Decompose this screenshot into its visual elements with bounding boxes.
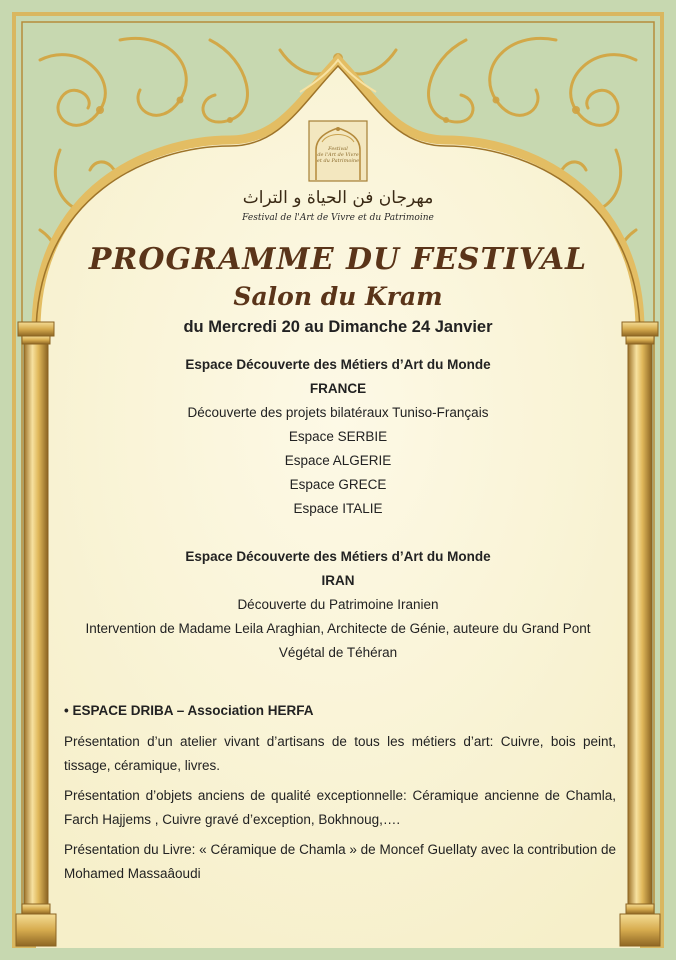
section1-country: FRANCE bbox=[309, 381, 367, 396]
section2-item: Végétal de Téhéran bbox=[278, 645, 398, 660]
section1-item: Espace GRECE bbox=[289, 477, 387, 492]
festival-french-name: Festival de l'Art de Vivre et du Patrimoine bbox=[242, 213, 434, 223]
section3-paragraph: Présentation du Livre: « Céramique de Chamla » de Moncef Guellaty avec la contribution de Mohamed Massaâoudi bbox=[64, 842, 616, 881]
festival-arabic-name: مهرجان فن الحياة و التراث bbox=[242, 188, 434, 208]
section2-item: Intervention de Madame Leila Araghian, Architecte de Génie, auteure du Grand Pont bbox=[85, 621, 591, 636]
section3-paragraph: Présentation d’un atelier vivant d’artisans de tous les métiers d’art: Cuivre, bois peint, tissage, céramique, livres. bbox=[64, 734, 616, 773]
section1-heading: Espace Découverte des Métiers d’Art du Monde bbox=[185, 357, 491, 372]
festival-logo-badge bbox=[308, 120, 368, 182]
section1-item: Espace ALGERIE bbox=[284, 453, 392, 468]
section3-heading: • ESPACE DRIBA – Association HERFA bbox=[64, 703, 314, 718]
page-subtitle: Salon du Kram bbox=[233, 282, 443, 311]
section2-item: Découverte du Patrimoine Iranien bbox=[237, 597, 439, 612]
badge-line-2: de l'Art de Vivre bbox=[317, 152, 359, 158]
section1-item: Espace ITALIE bbox=[293, 501, 383, 516]
section3-paragraph: Présentation d’objets anciens de qualité exceptionnelle: Céramique ancienne de Chamla, Farch Hajjems , Cuivre gravé d’exception, Bokhnoug,…. bbox=[64, 788, 616, 827]
section1-item: Découverte des projets bilatéraux Tuniso-Français bbox=[187, 405, 489, 420]
section2-heading: Espace Découverte des Métiers d’Art du Monde bbox=[185, 549, 491, 564]
badge-line-3: et du Patrimoine bbox=[316, 158, 360, 164]
section1-item: Espace SERBIE bbox=[288, 429, 388, 444]
festival-dates: du Mercredi 20 au Dimanche 24 Janvier bbox=[183, 318, 493, 336]
section2-country: IRAN bbox=[321, 573, 355, 588]
page-title: PROGRAMME DU FESTIVAL bbox=[88, 242, 588, 277]
badge-line-1: Festival bbox=[328, 146, 348, 152]
